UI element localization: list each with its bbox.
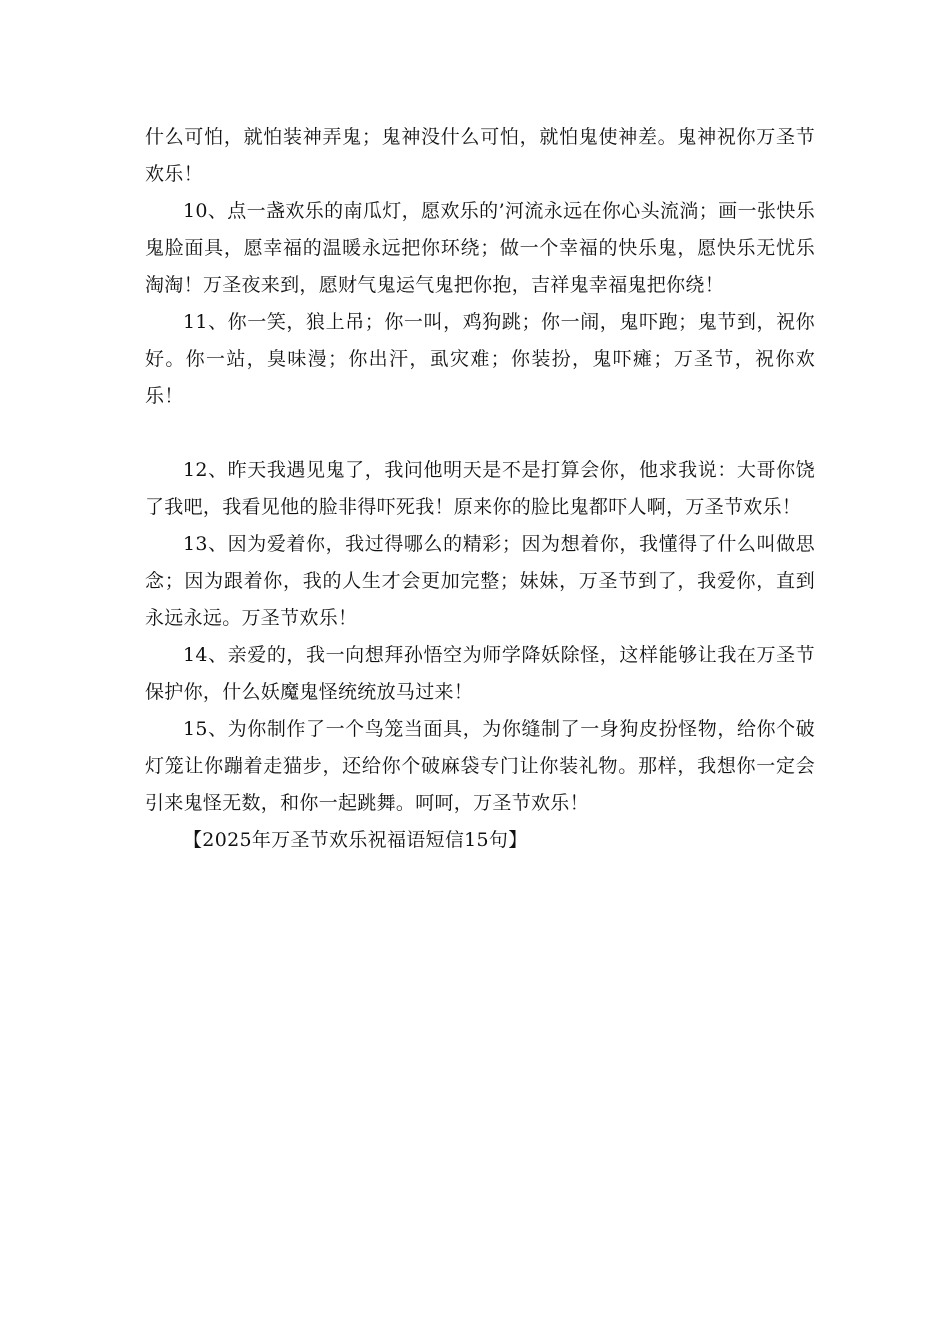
paragraph-item-12: 12、昨天我遇见鬼了，我问他明天是不是打算会你，他求我说：大哥你饶了我吧，我看见他的脸非得吓死我！原来你的脸比鬼都吓人啊，万圣节欢乐！ (145, 459, 815, 518)
paragraph-item-13: 13、因为爱着你，我过得哪么的精彩；因为想着你，我懂得了什么叫做思念；因为跟着你，我的人生才会更加完整；妹妹，万圣节到了，我爱你，直到永远永远。万圣节欢乐！ (145, 533, 815, 629)
paragraph-item-15: 15、为你制作了一个鸟笼当面具，为你缝制了一身狗皮扮怪物，给你个破灯笼让你蹦着走猫步，还给你个破麻袋专门让你装礼物。那样，我想你一定会引来鬼怪无数，和你一起跳舞。呵呵，万圣节欢乐！ (145, 718, 815, 814)
paragraph-item-10: 10、点一盏欢乐的南瓜灯，愿欢乐的’河流永远在你心头流淌；画一张快乐鬼脸面具，愿幸福的温暖永远把你环绕；做一个幸福的快乐鬼，愿快乐无忧乐淘淘！万圣夜来到，愿财气鬼运气鬼把你抱，吉祥鬼幸福鬼把你绕！ (145, 200, 815, 296)
paragraph-item-14: 14、亲爱的，我一向想拜孙悟空为师学降妖除怪，这样能够让我在万圣节保护你，什么妖魔鬼怪统统放马过来！ (145, 644, 815, 703)
document-footer-title: 【2025年万圣节欢乐祝福语短信15句】 (183, 829, 528, 851)
paragraph-continuation: 什么可怕，就怕装神弄鬼；鬼神没什么可怕，就怕鬼使神差。鬼神祝你万圣节欢乐！ (145, 126, 815, 185)
paragraph-item-11: 11、你一笑，狼上吊；你一叫，鸡狗跳；你一闹，鬼吓跑；鬼节到，祝你好。你一站，臭味漫；你出汗，虱灾难；你装扮，鬼吓瘫；万圣节，祝你欢乐！ (145, 311, 815, 407)
document-body (145, 119, 815, 859)
